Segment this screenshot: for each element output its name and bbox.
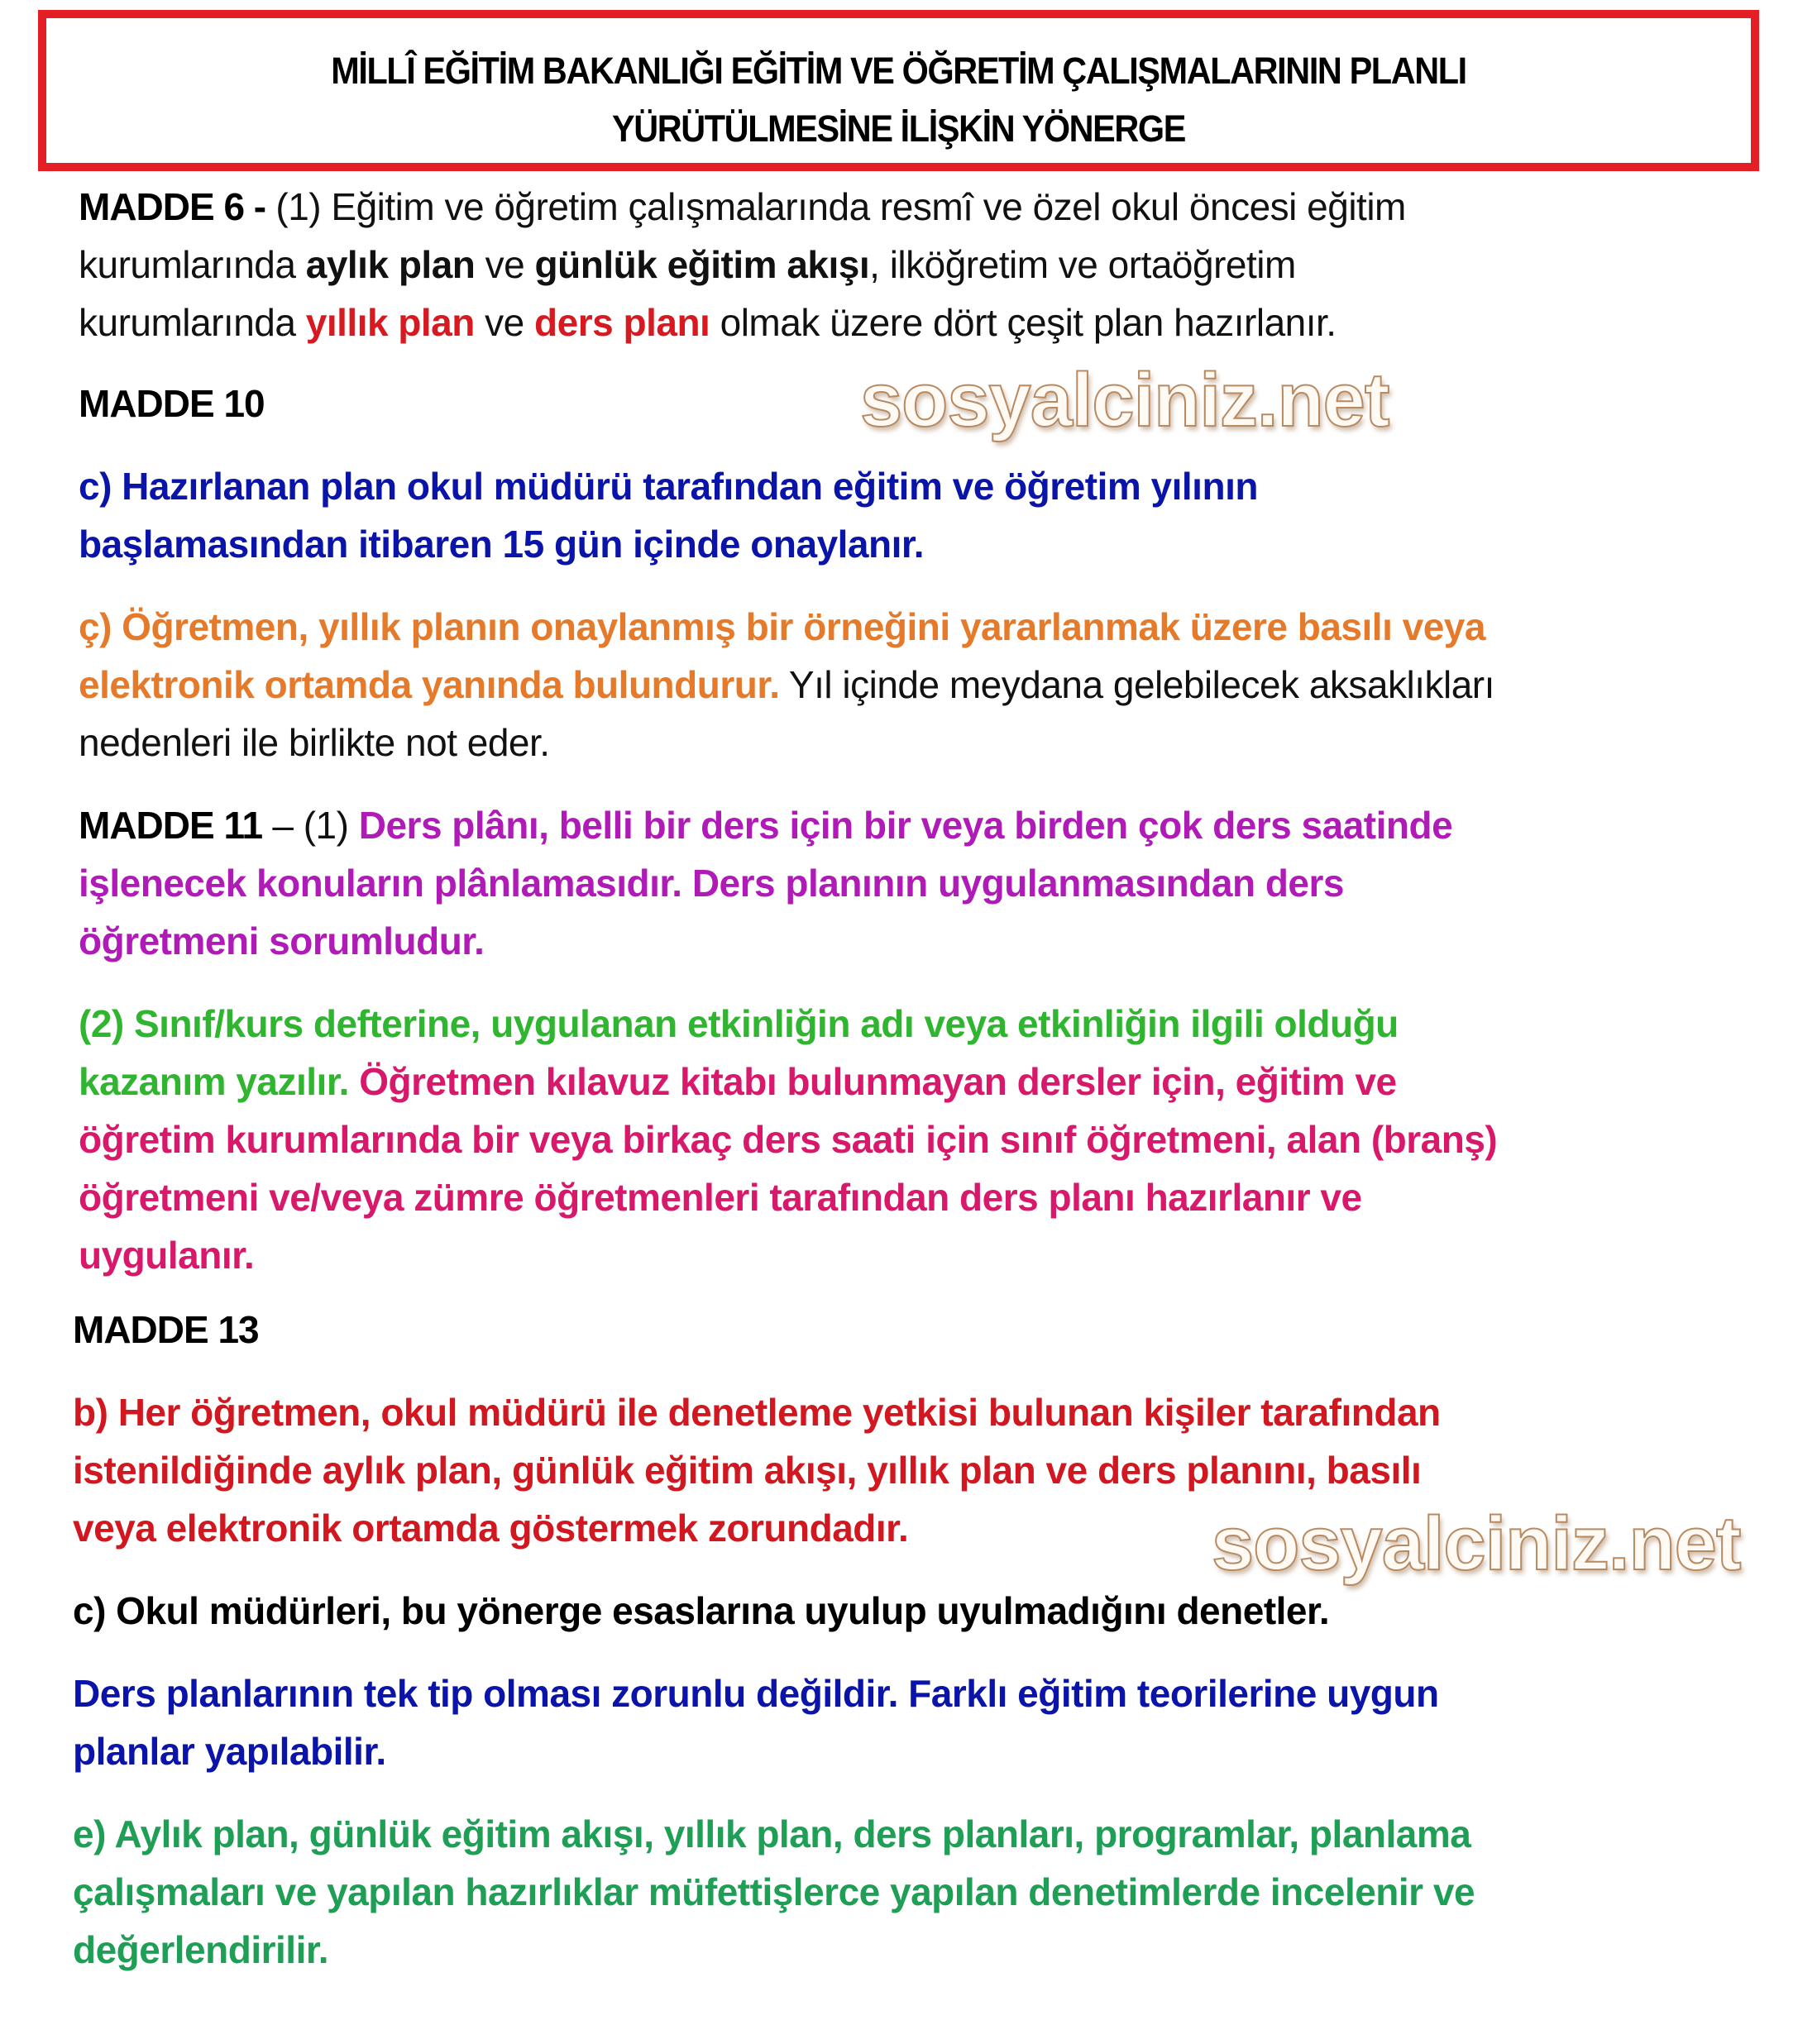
text: kurumlarında <box>79 301 306 344</box>
text: , ilköğretim ve ortaöğretim <box>869 243 1296 286</box>
term-aylik-plan: aylık plan <box>305 243 476 286</box>
madde6-line-1 <box>79 182 1406 232</box>
text: kazanım yazılır. <box>79 1060 349 1103</box>
term-ders-plani: ders planı <box>534 301 710 344</box>
madde13-e-line-2: çalışmaları ve yapılan hazırlıklar müfettişlerce yapılan denetimlerde incelenir ve <box>73 1870 1475 1913</box>
madde13-heading: MADDE 13 <box>73 1308 259 1351</box>
document-title-line-2: YÜRÜTÜLMESİNE İLİŞKİN YÖNERGE <box>611 107 1185 150</box>
text: kurumlarında <box>79 243 306 286</box>
madde6-line-2 <box>79 240 1296 289</box>
madde11-p2-line-3: öğretim kurumlarında bir veya birkaç ders saati için sınıf öğretmeni, alan (branş) <box>79 1118 1498 1161</box>
madde10-heading: MADDE 10 <box>79 382 265 425</box>
madde11-line-1 <box>79 800 1452 850</box>
madde6-text: (1) Eğitim ve öğretim çalışmalarında resmî ve özel okul öncesi eğitim <box>265 185 1406 228</box>
text: Yıl içinde meydana gelebilecek aksaklıkları <box>779 663 1494 706</box>
text: ve <box>475 243 535 286</box>
madde6-heading: MADDE 6 - <box>79 185 266 228</box>
text: elektronik ortamda yanında bulundurur. <box>79 663 780 706</box>
madde11-p2-line-2 <box>79 1057 1397 1106</box>
madde10-cc-line-1: ç) Öğretmen, yıllık planın onaylanmış bir örneğini yararlanmak üzere basılı veya <box>79 605 1485 648</box>
madde10-c-line-1: c) Hazırlanan plan okul müdürü tarafından eğitim ve öğretim yılının <box>79 465 1258 508</box>
madde11-line-3: öğretmeni sorumludur. <box>79 919 485 962</box>
madde11-heading: MADDE 11 <box>79 804 263 847</box>
text: ve <box>474 301 535 344</box>
text: olmak üzere dört çeşit plan hazırlanır. <box>710 301 1337 344</box>
term-yillik-plan: yıllık plan <box>305 301 475 344</box>
madde10-cc-line-2 <box>79 660 1494 709</box>
madde10-cc-line-3: nedenleri ile birlikte not eder. <box>79 721 550 764</box>
watermark-logo: sosyalciniz.net <box>1212 1502 1741 1586</box>
madde11-p2-line-5: uygulanır. <box>79 1234 255 1277</box>
madde13-e-line-3: değerlendirilir. <box>73 1928 328 1971</box>
madde11-line-2: işlenecek konuların plânlamasıdır. Ders planının uygulanmasından ders <box>79 862 1344 905</box>
madde6-line-3 <box>79 298 1337 347</box>
term-gunluk-egitim-akisi: günlük eğitim akışı <box>534 243 870 286</box>
madde11-p2-line-1: (2) Sınıf/kurs defterine, uygulanan etkinliğin adı veya etkinliğin ilgili olduğu <box>79 1002 1399 1045</box>
note-line-2: planlar yapılabilir. <box>73 1730 386 1773</box>
madde13-b-line-1: b) Her öğretmen, okul müdürü ile denetleme yetkisi bulunan kişiler tarafından <box>73 1391 1441 1434</box>
text: Ders plânı, belli bir ders için bir veya birden çok ders saatinde <box>358 804 1453 847</box>
madde13-e-line-1: e) Aylık plan, günlük eğitim akışı, yıllık plan, ders planları, programlar, planlama <box>73 1812 1471 1855</box>
madde13-b-line-2: istenildiğinde aylık plan, günlük eğitim akışı, yıllık plan ve ders planını, basılı <box>73 1449 1422 1492</box>
title-box <box>38 10 1759 171</box>
madde10-c-line-2: başlamasından itibaren 15 gün içinde onaylanır. <box>79 523 925 566</box>
text: – (1) <box>262 804 359 847</box>
madde11-p2-line-4: öğretmeni ve/veya zümre öğretmenleri tarafından ders planı hazırlanır ve <box>79 1176 1362 1219</box>
text: Öğretmen kılavuz kitabı bulunmayan dersler için, eğitim ve <box>348 1060 1397 1103</box>
note-line-1: Ders planlarının tek tip olması zorunlu değildir. Farklı eğitim teorilerine uygun <box>73 1672 1439 1715</box>
watermark-logo: sosyalciniz.net <box>860 358 1389 442</box>
madde13-b-line-3: veya elektronik ortamda göstermek zorundadır. <box>73 1507 909 1550</box>
document-title-line-1: MİLLÎ EĞİTİM BAKANLIĞI EĞİTİM VE ÖĞRETİM ÇALIŞMALARININ PLANLI <box>331 50 1466 92</box>
madde13-c-line: c) Okul müdürleri, bu yönerge esaslarına uyulup uyulmadığını denetler. <box>73 1589 1330 1632</box>
